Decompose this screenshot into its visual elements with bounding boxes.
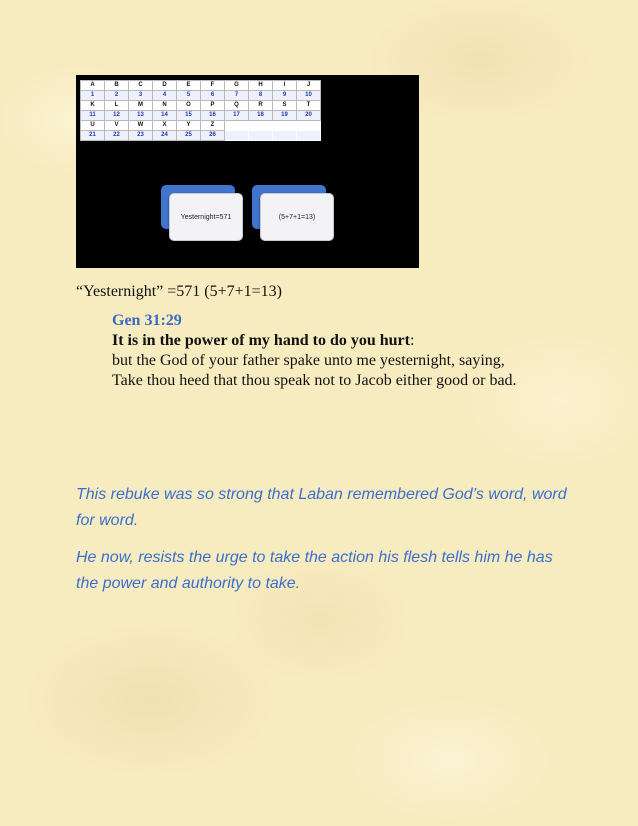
- cipher-cell: 12: [105, 111, 129, 121]
- equation-line: “Yesternight” =571 (5+7+1=13): [76, 283, 282, 300]
- cipher-cell: G: [225, 81, 249, 91]
- cipher-cell: N: [153, 101, 177, 111]
- yesternight-card: [169, 193, 243, 241]
- cipher-cell: 13: [129, 111, 153, 121]
- cipher-cell: 26: [201, 131, 225, 141]
- cipher-cell: W: [129, 121, 153, 131]
- comment-paragraph-2: He now, resists the urge to take the action his flesh tells him he has the power and authority to take.: [76, 549, 553, 592]
- sum-card-label: (5+7+1=13): [278, 213, 316, 221]
- verse-reference: Gen 31:29: [112, 312, 182, 329]
- letter-number-table: [80, 80, 321, 141]
- verse-colon: :: [409, 332, 415, 349]
- cipher-row: [81, 81, 321, 91]
- cipher-cell: 4: [153, 91, 177, 101]
- cipher-cell: S: [273, 101, 297, 111]
- cipher-cell: 24: [153, 131, 177, 141]
- cipher-row: [81, 121, 321, 131]
- cipher-cell: 7: [225, 91, 249, 101]
- cipher-cell: 2: [105, 91, 129, 101]
- cipher-cell: 17: [225, 111, 249, 121]
- cipher-cell: 23: [129, 131, 153, 141]
- cipher-cell: 1: [81, 91, 105, 101]
- cipher-cell: [249, 121, 273, 131]
- comment-paragraph-1: This rebuke was so strong that Laban remembered God’s word, word for word.: [76, 486, 567, 529]
- cipher-cell: [249, 131, 273, 141]
- sum-card: [260, 193, 334, 241]
- cipher-cell: O: [177, 101, 201, 111]
- cipher-cell: 5: [177, 91, 201, 101]
- yesternight-card-label: Yesternight=571: [180, 213, 232, 221]
- cipher-row: [81, 111, 321, 121]
- cipher-cell: 20: [297, 111, 321, 121]
- cipher-cell: [297, 131, 321, 141]
- cipher-cell: 19: [273, 111, 297, 121]
- cipher-cell: D: [153, 81, 177, 91]
- cipher-cell: K: [81, 101, 105, 111]
- verse-block: [112, 311, 572, 391]
- cipher-cell: R: [249, 101, 273, 111]
- cipher-cell: [273, 121, 297, 131]
- cipher-cell: 9: [273, 91, 297, 101]
- cipher-cell: 15: [177, 111, 201, 121]
- cipher-cell: X: [153, 121, 177, 131]
- cipher-figure: [76, 75, 419, 268]
- cipher-cell: F: [201, 81, 225, 91]
- cipher-cell: M: [129, 101, 153, 111]
- cipher-cell: [297, 121, 321, 131]
- cipher-cell: I: [273, 81, 297, 91]
- cipher-cell: E: [177, 81, 201, 91]
- cipher-cell: J: [297, 81, 321, 91]
- cipher-cell: U: [81, 121, 105, 131]
- cipher-cell: 8: [249, 91, 273, 101]
- cipher-cell: V: [105, 121, 129, 131]
- cipher-row: [81, 131, 321, 141]
- cipher-cell: Y: [177, 121, 201, 131]
- cipher-cell: Q: [225, 101, 249, 111]
- cipher-cell: Z: [201, 121, 225, 131]
- cipher-cell: [225, 121, 249, 131]
- cipher-cell: A: [81, 81, 105, 91]
- cipher-cell: 21: [81, 131, 105, 141]
- cipher-cell: T: [297, 101, 321, 111]
- cipher-cell: 25: [177, 131, 201, 141]
- cipher-cell: [225, 131, 249, 141]
- cipher-row: [81, 91, 321, 101]
- cipher-row: [81, 101, 321, 111]
- cipher-cell: B: [105, 81, 129, 91]
- cipher-cell: 22: [105, 131, 129, 141]
- verse-line-2: but the God of your father spake unto me yesternight, saying,: [112, 352, 505, 369]
- cipher-cell: 3: [129, 91, 153, 101]
- cipher-cell: 16: [201, 111, 225, 121]
- verse-line-3: Take thou heed that thou speak not to Jacob either good or bad.: [112, 372, 517, 389]
- cipher-cell: H: [249, 81, 273, 91]
- cipher-cell: C: [129, 81, 153, 91]
- cipher-cell: 10: [297, 91, 321, 101]
- cipher-cell: 6: [201, 91, 225, 101]
- cipher-cell: 14: [153, 111, 177, 121]
- cipher-cell: L: [105, 101, 129, 111]
- cipher-cell: P: [201, 101, 225, 111]
- cipher-cell: [273, 131, 297, 141]
- verse-line-1: [112, 331, 572, 351]
- cipher-cell: 11: [81, 111, 105, 121]
- cipher-cell: 18: [249, 111, 273, 121]
- verse-bold-text: It is in the power of my hand to do you hurt: [112, 332, 410, 349]
